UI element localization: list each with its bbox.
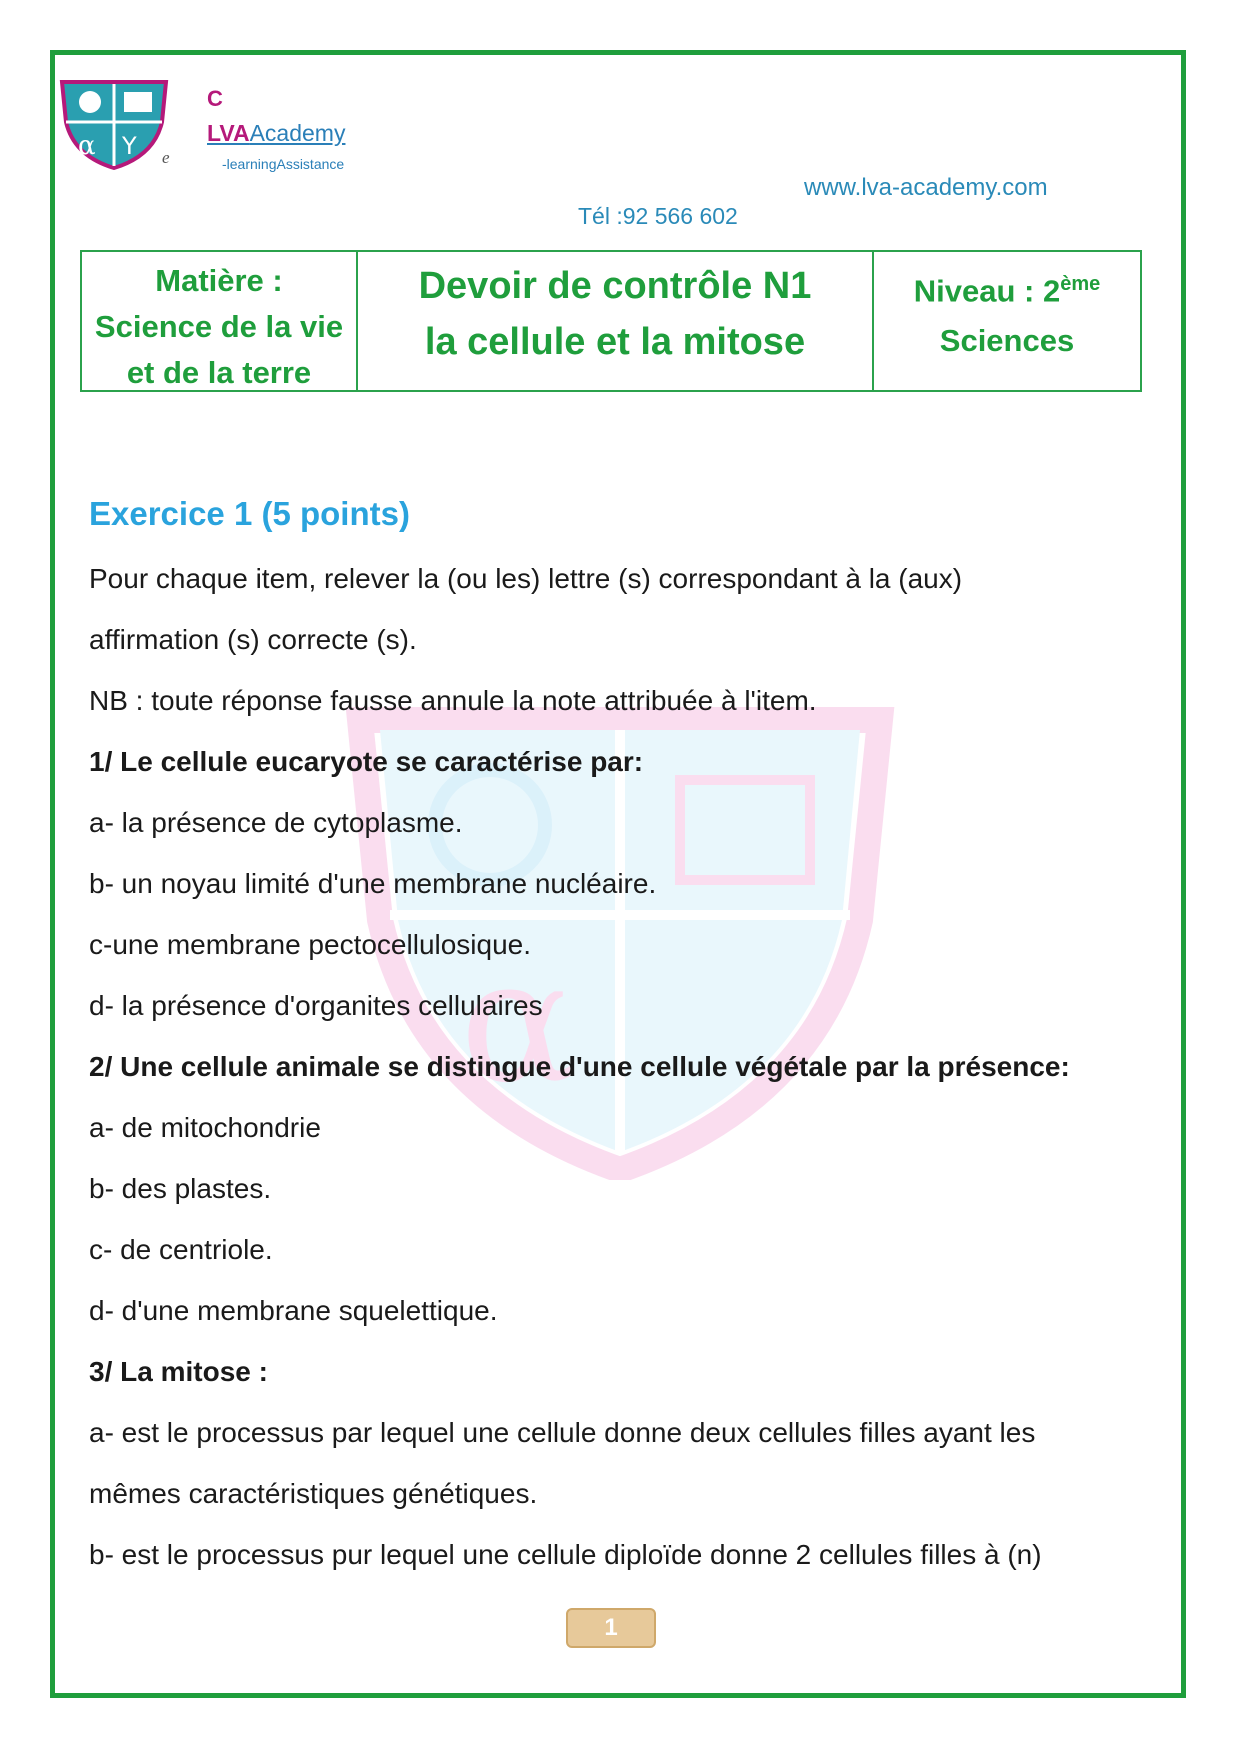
question-2: 2/ Une cellule animale se distingue d'une cellule végétale par la présence: <box>89 1051 1070 1082</box>
level-label <box>874 254 1140 321</box>
answer-option: d- la présence d'organites cellulaires <box>89 990 543 1021</box>
subject-label: Matière : <box>155 263 283 298</box>
title-line2: la cellule et la mitose <box>424 321 806 363</box>
brand-letter: C <box>207 86 223 111</box>
instruction-line: affirmation (s) correcte (s). <box>89 624 417 655</box>
answer-option: a- est le processus par lequel une cellule donne deux cellules filles ayant les <box>89 1417 1036 1448</box>
answer-option: c- de centriole. <box>89 1234 273 1265</box>
website-link[interactable]: www.lva-academy.com <box>804 174 1048 201</box>
header-table <box>80 250 1142 392</box>
svg-text:Y: Y <box>122 132 137 160</box>
answer-option: a- de mitochondrie <box>89 1112 321 1143</box>
answer-option: b- des plastes. <box>89 1173 272 1204</box>
level-cell <box>874 252 1140 390</box>
subject-cell <box>82 252 358 390</box>
question-3: 3/ La mitose : <box>89 1356 268 1387</box>
lva-logo <box>58 78 170 170</box>
exercise-title: Exercice 1 (5 points) <box>89 495 410 532</box>
brand-name-suffix: Academy <box>249 120 346 146</box>
answer-option: c-une membrane pectocellulosique. <box>89 929 532 960</box>
exercise-content <box>89 488 1149 1585</box>
instruction-line: Pour chaque item, relever la (ou les) lettre (s) correspondant à la (aux) <box>89 563 963 594</box>
svg-text:α: α <box>78 131 96 161</box>
svg-text:α: α <box>460 923 575 1121</box>
brand-e-letter: e <box>162 148 170 167</box>
subject-line1: Science de la vie <box>94 309 344 344</box>
brand-name-prefix: LVA <box>207 120 250 146</box>
title-line1: Devoir de contrôle N1 <box>418 265 812 307</box>
subject-line2: et de la terre <box>126 355 312 390</box>
title-cell <box>358 252 874 390</box>
question-1: 1/ Le cellule eucaryote se caractérise par: <box>89 746 644 777</box>
answer-option-continued: mêmes caractéristiques génétiques. <box>89 1478 538 1509</box>
brand-subtitle: -learningAssistance <box>222 156 345 172</box>
page-number: 1 <box>566 1608 656 1648</box>
answer-option: a- la présence de cytoplasme. <box>89 807 463 838</box>
phone-number: Tél :92 566 602 <box>578 203 738 229</box>
answer-option: b- est le processus pur lequel une cellule diploïde donne 2 cellules filles à (n) <box>89 1539 1042 1570</box>
answer-option: b- un noyau limité d'une membrane nucléaire. <box>89 868 657 899</box>
level-label-text: Niveau : 2 <box>913 273 1061 309</box>
answer-option: d- d'une membrane squelettique. <box>89 1295 498 1326</box>
level-superscript: ème <box>1060 273 1101 295</box>
note-line: NB : toute réponse fausse annule la note attribuée à l'item. <box>89 685 817 716</box>
level-value: Sciences <box>939 323 1075 359</box>
brand-name <box>207 120 345 147</box>
